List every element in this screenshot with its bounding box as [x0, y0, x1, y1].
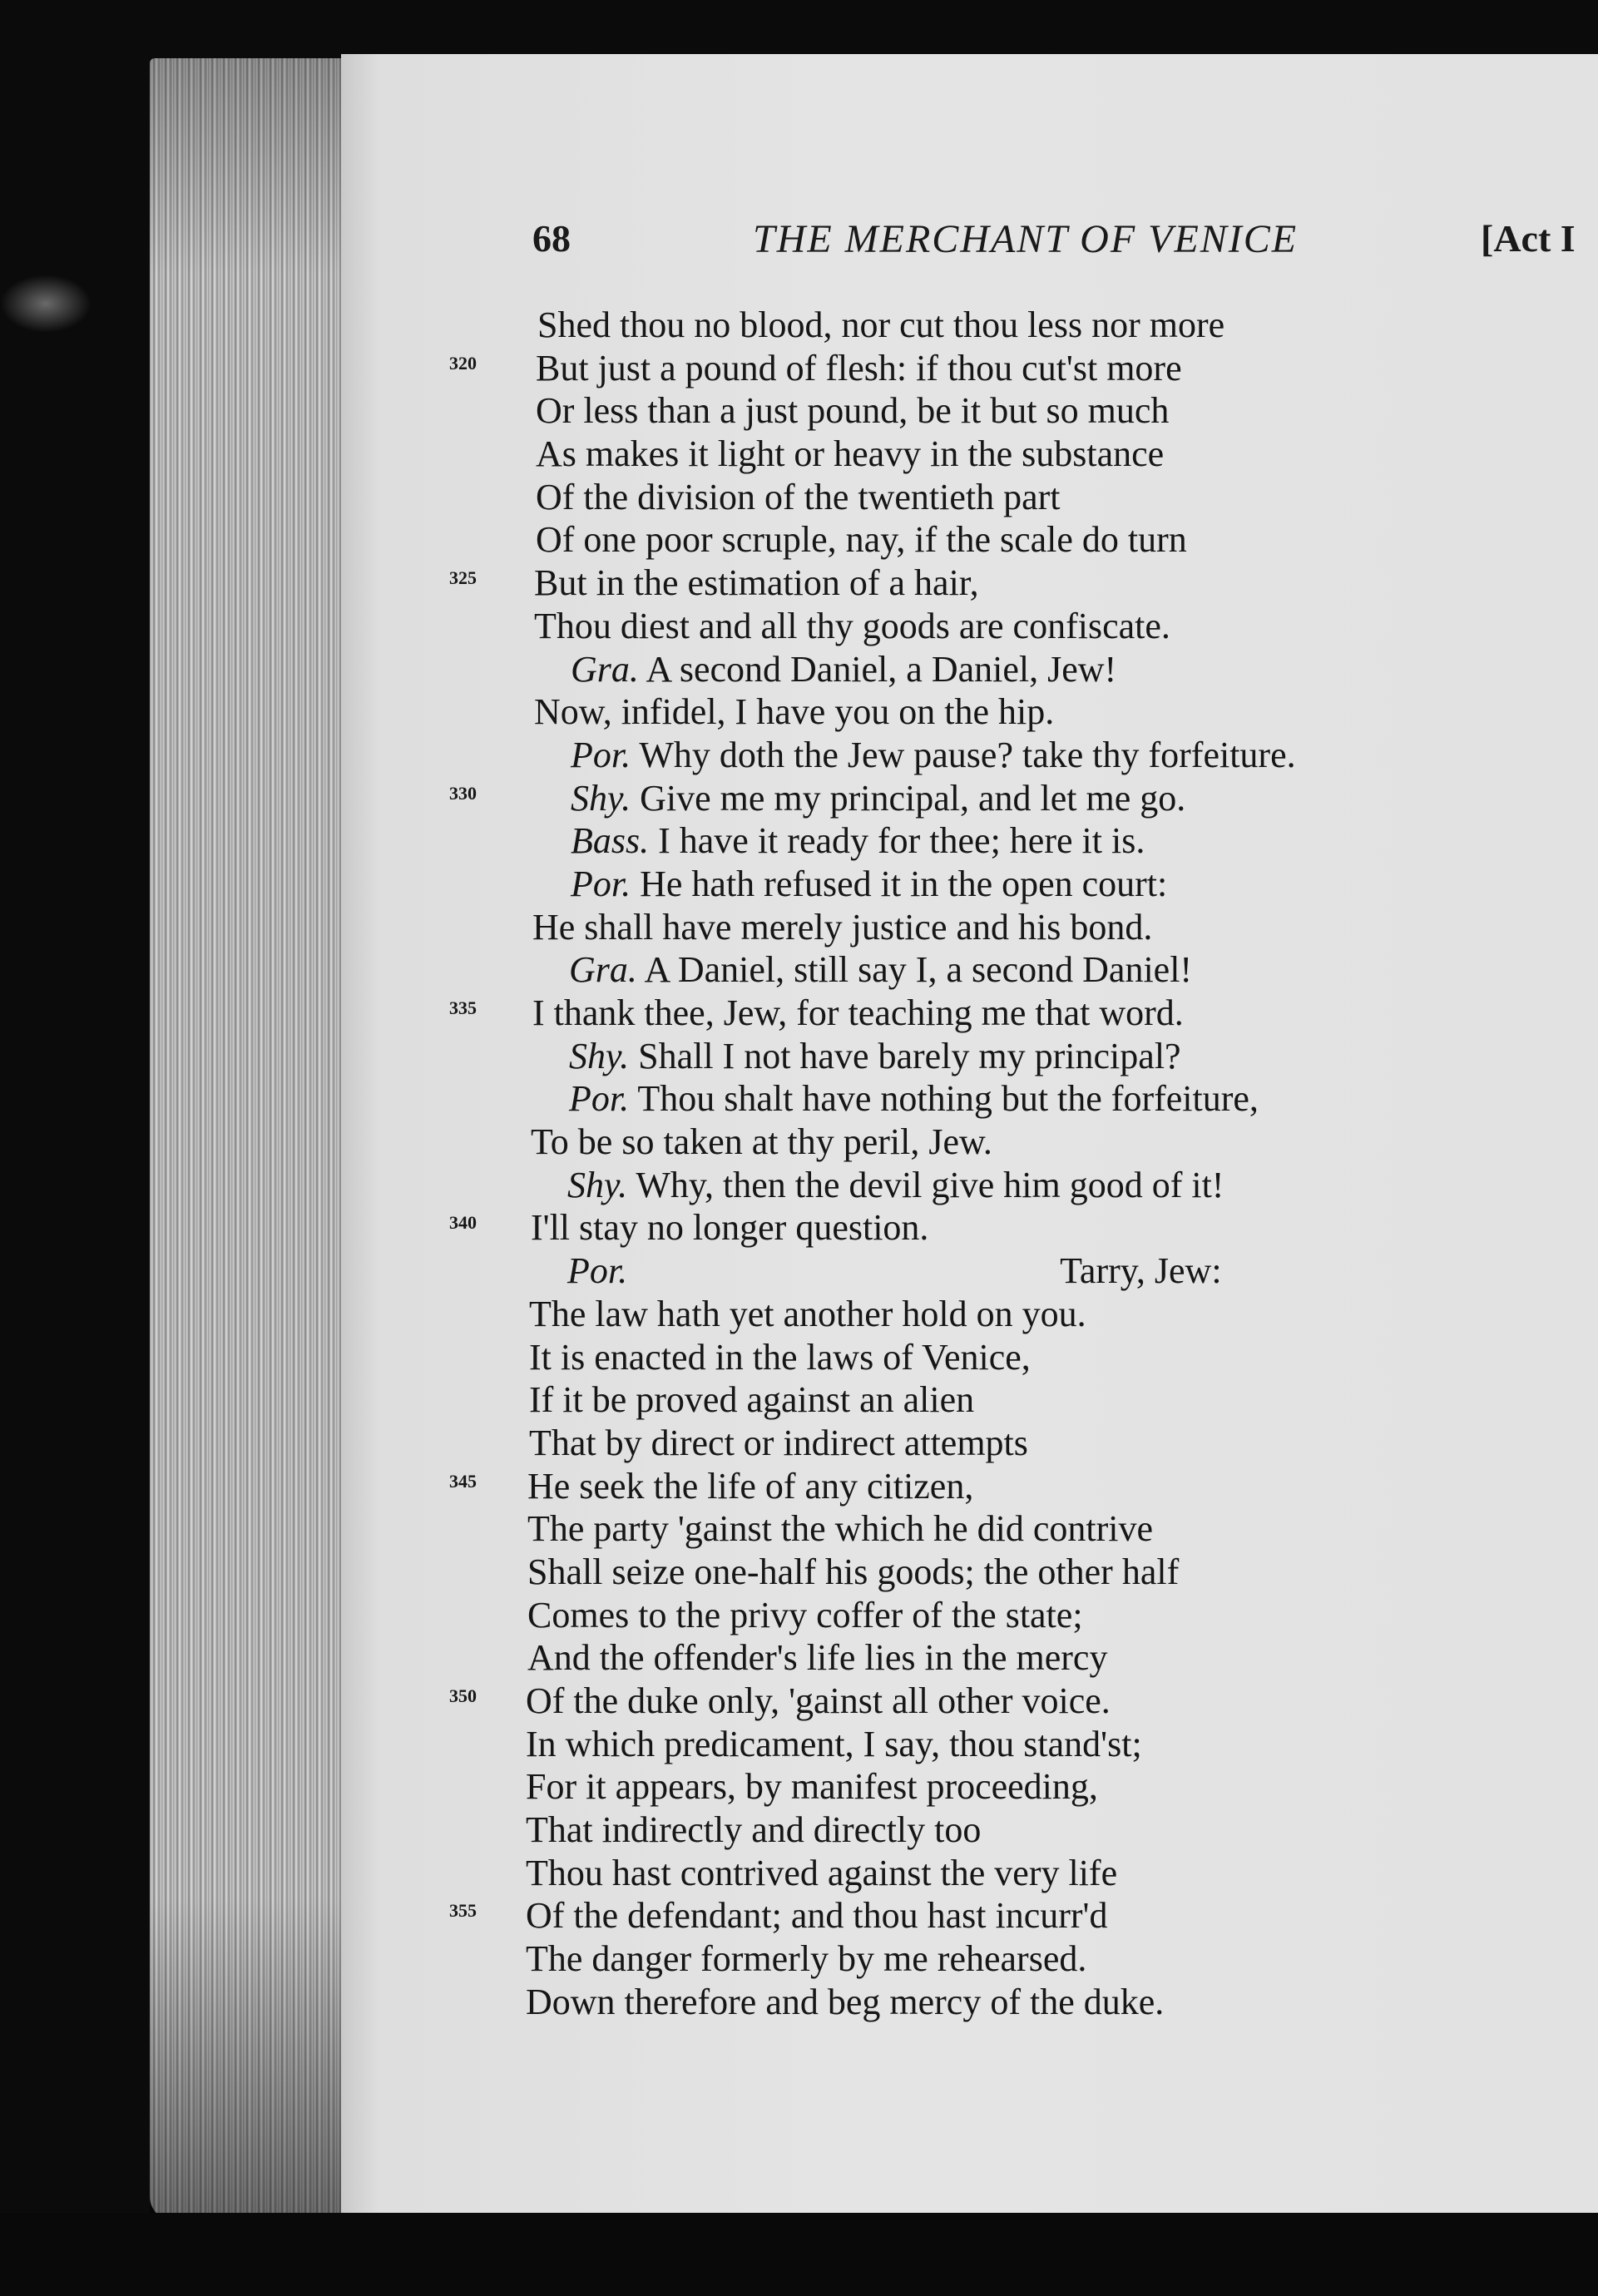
line-body: The danger formerly by me rehearsed. — [526, 1938, 1087, 1980]
line-body: Why, then the devil give him good of it! — [636, 1164, 1224, 1205]
verse-line — [449, 1507, 1531, 1551]
speaker-name: Por. — [569, 1078, 630, 1120]
line-text — [531, 1121, 992, 1164]
line-body: He shall have merely justice and his bond. — [532, 906, 1153, 948]
line-body: Of the defendant; and thou hast incurr'd — [526, 1895, 1108, 1937]
verse-line — [449, 1894, 1531, 1937]
line-body: Thou hast contrived against the very life — [526, 1852, 1118, 1893]
line-text — [537, 304, 1224, 347]
fore-edge-shadow — [150, 58, 366, 2221]
line-text — [569, 1035, 1181, 1078]
line-number: 325 — [449, 567, 477, 589]
line-number: 345 — [449, 1470, 477, 1492]
verse-line — [449, 1465, 1531, 1508]
line-text — [569, 948, 1192, 992]
line-text — [529, 1336, 1031, 1379]
verse-line — [449, 1551, 1531, 1594]
line-body: Shall seize one-half his goods; the other half — [527, 1551, 1180, 1592]
running-title: THE MERCHANT OF VENICE — [753, 217, 1299, 261]
verse-line — [449, 562, 1531, 605]
line-text — [571, 863, 1167, 906]
line-text — [527, 1551, 1179, 1594]
line-text — [569, 1077, 1259, 1121]
line-text — [536, 389, 1169, 433]
line-number: 320 — [449, 352, 477, 374]
line-text — [526, 1937, 1086, 1981]
verse-line — [449, 433, 1531, 476]
speaker-name: Gra. — [571, 648, 639, 690]
line-text — [532, 906, 1152, 949]
verse-line — [449, 1035, 1531, 1078]
line-text — [571, 648, 1116, 691]
line-body: Shed thou no blood, nor cut thou less nor more — [537, 304, 1225, 345]
verse-line — [449, 1981, 1531, 2024]
verse-line — [449, 1809, 1531, 1852]
line-text — [527, 1507, 1153, 1551]
line-number: 335 — [449, 997, 477, 1018]
verse-line — [449, 1249, 1531, 1293]
verse-line — [449, 948, 1531, 992]
line-body: Of the division of the twentieth part — [536, 476, 1061, 517]
verse-line — [449, 1336, 1531, 1379]
line-body: He seek the life of any citizen, — [527, 1465, 974, 1507]
line-text — [529, 1378, 974, 1422]
line-text — [529, 1293, 1086, 1336]
line-text — [536, 518, 1187, 562]
verse-line — [449, 1206, 1531, 1249]
verse-line — [449, 690, 1531, 734]
verse-line — [449, 389, 1531, 433]
line-body: But just a pound of flesh: if thou cut'st more — [536, 347, 1182, 388]
speaker-name: Gra. — [569, 949, 637, 991]
line-body: Comes to the privy coffer of the state; — [527, 1594, 1083, 1635]
line-text — [534, 562, 979, 605]
line-text — [526, 1809, 981, 1852]
speaker-name: Por. — [571, 863, 631, 904]
verse-line — [449, 1422, 1531, 1465]
verse-line — [449, 1723, 1531, 1766]
verse-line — [449, 1636, 1531, 1680]
line-body: To be so taken at thy peril, Jew. — [531, 1121, 992, 1163]
line-text — [534, 605, 1170, 648]
verse-line — [449, 819, 1531, 863]
line-text — [536, 476, 1061, 519]
line-body: The party 'gainst the which he did contrive — [527, 1508, 1154, 1550]
line-body: Why doth the Jew pause? take thy forfeiture. — [639, 734, 1296, 775]
line-body: A Daniel, still say I, a second Daniel! — [644, 949, 1193, 991]
line-text — [531, 1206, 928, 1249]
page-number: 68 — [532, 217, 571, 260]
line-body: As makes it light or heavy in the substance — [536, 433, 1165, 475]
verse-line — [449, 992, 1531, 1035]
line-text — [526, 1723, 1142, 1766]
verse-line — [449, 1164, 1531, 1207]
verse-line — [449, 648, 1531, 691]
verse-line — [449, 863, 1531, 906]
verse-line — [449, 777, 1531, 820]
scan-bottom-border — [0, 2213, 1598, 2296]
line-text — [571, 777, 1185, 820]
verse-line — [449, 734, 1531, 777]
line-body: But in the estimation of a hair, — [534, 562, 979, 604]
verse-line — [449, 1852, 1531, 1895]
speaker-name: Shy. — [571, 777, 631, 819]
verse-line — [449, 906, 1531, 949]
line-body: Thou diest and all thy goods are confiscate. — [534, 605, 1170, 646]
line-text — [571, 819, 1145, 863]
line-text — [526, 1852, 1117, 1895]
line-text — [527, 1465, 973, 1508]
verse-line — [449, 1121, 1531, 1164]
line-body: I have it ready for thee; here it is. — [658, 820, 1145, 862]
line-body: Or less than a just pound, be it but so much — [536, 390, 1170, 432]
speaker-name: Por. — [571, 734, 631, 775]
line-body: That by direct or indirect attempts — [529, 1422, 1028, 1463]
line-text — [536, 433, 1164, 476]
line-text — [526, 1981, 1164, 2024]
verse-line — [449, 1937, 1531, 1981]
line-number: 350 — [449, 1685, 477, 1706]
verse-line — [449, 1293, 1531, 1336]
verse-line — [449, 347, 1531, 390]
line-body: I'll stay no longer question. — [531, 1207, 929, 1249]
speaker-name: Shy. — [567, 1164, 628, 1205]
line-body: It is enacted in the laws of Venice, — [529, 1336, 1031, 1378]
line-body: A second Daniel, a Daniel, Jew! — [646, 648, 1117, 690]
line-text — [526, 1680, 1111, 1723]
line-body: He hath refused it in the open court: — [640, 863, 1168, 904]
line-number: 340 — [449, 1212, 477, 1234]
line-body: The law hath yet another hold on you. — [529, 1293, 1086, 1334]
line-number: 330 — [449, 782, 477, 804]
line-body: Of the duke only, 'gainst all other voice. — [526, 1680, 1111, 1721]
line-text — [536, 347, 1182, 390]
line-body: Now, infidel, I have you on the hip. — [534, 691, 1055, 733]
line-number: 355 — [449, 1900, 477, 1922]
line-text — [567, 1164, 1224, 1207]
line-body: Give me my principal, and let me go. — [640, 777, 1186, 819]
verse-line — [449, 1680, 1531, 1723]
line-body: And the offender's life lies in the mercy — [527, 1637, 1108, 1679]
background-smudge — [0, 275, 92, 333]
speaker-name: Por. — [567, 1250, 628, 1292]
line-text — [567, 1249, 1222, 1293]
page-header — [532, 216, 1598, 275]
verse-line — [449, 476, 1531, 519]
verse-line — [449, 605, 1531, 648]
play-text — [449, 304, 1531, 2024]
line-body: Thou shalt have nothing but the forfeiture, — [637, 1078, 1259, 1120]
act-label: [Act I — [1481, 217, 1576, 260]
line-body: Shall I not have barely my principal? — [638, 1035, 1181, 1076]
line-body: Tarry, Jew: — [1060, 1250, 1222, 1292]
verse-line — [449, 1077, 1531, 1121]
line-body: Down therefore and beg mercy of the duke. — [526, 1981, 1165, 2022]
speaker-name: Bass. — [571, 820, 650, 862]
line-text — [526, 1894, 1108, 1937]
verse-line — [449, 1378, 1531, 1422]
line-body: That indirectly and directly too — [526, 1809, 982, 1851]
line-text — [571, 734, 1296, 777]
line-body: In which predicament, I say, thou stand'st; — [526, 1723, 1142, 1764]
speaker-name: Shy. — [569, 1035, 630, 1076]
line-text — [527, 1594, 1083, 1637]
line-text — [529, 1422, 1028, 1465]
line-text — [527, 1636, 1107, 1680]
verse-line — [449, 1594, 1531, 1637]
line-body: Of one poor scruple, nay, if the scale do turn — [536, 519, 1187, 561]
verse-line — [449, 1765, 1531, 1809]
line-text — [534, 690, 1054, 734]
line-body: If it be proved against an alien — [529, 1379, 975, 1421]
line-body: For it appears, by manifest proceeding, — [526, 1766, 1098, 1808]
verse-line — [449, 518, 1531, 562]
line-text — [532, 992, 1184, 1035]
line-body: I thank thee, Jew, for teaching me that word. — [532, 992, 1184, 1033]
line-text — [526, 1765, 1098, 1809]
verse-line — [449, 304, 1531, 347]
